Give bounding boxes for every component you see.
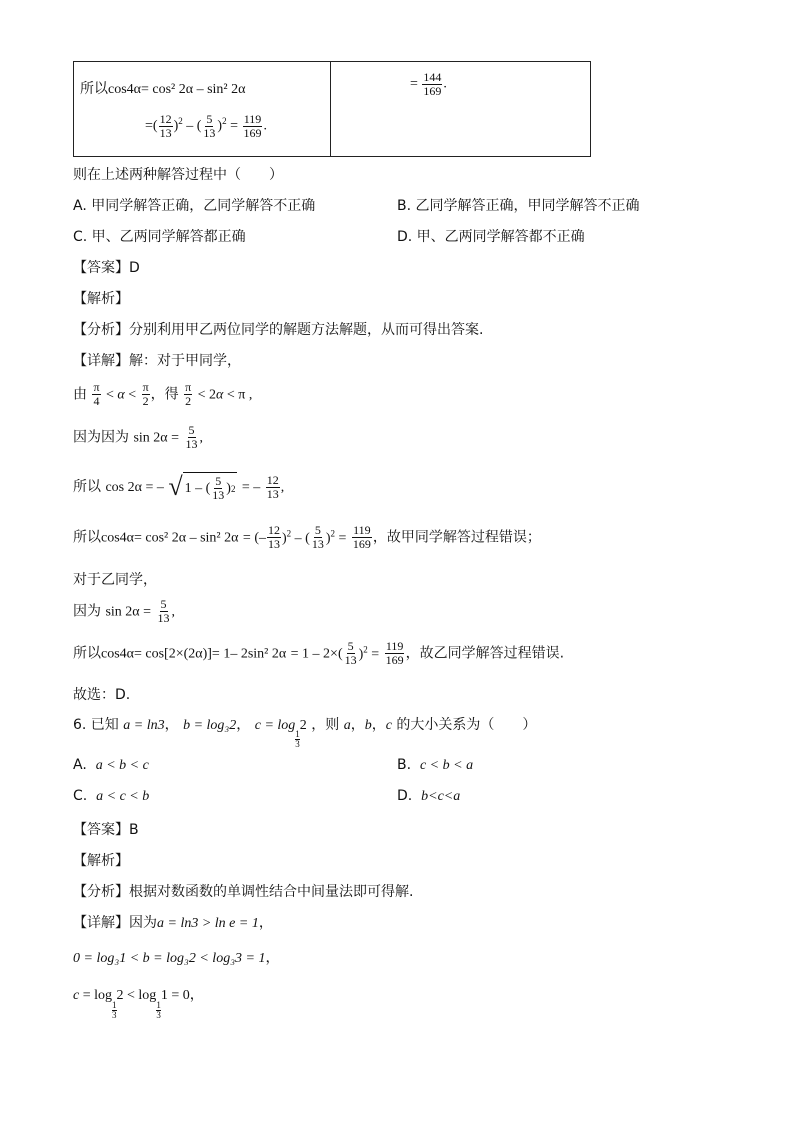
q6-line2-row: 0 = log₃1 < b = log₃2 < log₃3 = 1，	[73, 950, 280, 966]
numerator: 12	[266, 472, 279, 487]
q5-stem: 则在上述两种解答过程中（ ）	[73, 167, 283, 183]
denominator: 13	[267, 537, 280, 551]
fraction	[243, 113, 263, 140]
q5-cos4a-line-yi: 所以cos4α= cos[2×(2α)]= 1– 2sin² 2α = 1 – 2×( $\frac{5}{13}$ )$^2$ = $\frac{119}{169}$ ，故乙同学解答过程错误.	[73, 639, 565, 667]
numerator: 1	[156, 1000, 161, 1010]
answer-tag: 【答案】	[73, 260, 129, 276]
q6-line2: 0 = log₃1 < b = log₃2 < log₃3 = 1	[73, 951, 266, 966]
c-definition: c = log	[254, 718, 296, 733]
sin-2a: sin 2α	[105, 604, 140, 620]
q5-cos2a-line: 所以 cos 2α = – √ 1 – ( $\frac{5}{13}$ ) 2 = – $\frac{12}{13}$ ,	[73, 472, 285, 502]
fraction	[385, 640, 405, 667]
solution-comparison-table	[73, 61, 591, 157]
q5-option-b: B. 乙同学解答正确，甲同学解答不正确	[397, 198, 640, 214]
q6-analysis-tag: 【解析】	[73, 853, 129, 869]
detail-intro: 因为	[129, 915, 157, 931]
denominator: 13	[212, 488, 225, 502]
fraction	[352, 524, 372, 551]
q6-option-d: D. b<c<a	[397, 788, 461, 804]
denominator: 169	[423, 84, 442, 98]
q6-end: 的大小关系为（ ）	[396, 717, 537, 733]
text-you: 由	[73, 386, 87, 403]
log-base-one-third	[112, 1001, 117, 1020]
cos4a-expr: cos4α= cos² 2α – sin² 2α	[101, 530, 239, 546]
denominator: 169	[385, 653, 404, 667]
fenxi-text: 分别利用甲乙两位同学的解题方法解题，从而可得出答案.	[129, 322, 484, 338]
detail-tag: 【详解】	[73, 353, 129, 369]
denominator: 13	[266, 486, 279, 501]
q5-fenxi	[73, 319, 483, 339]
fraction	[211, 475, 225, 502]
fraction	[422, 71, 442, 98]
numerator: 5	[314, 523, 321, 537]
fraction	[142, 381, 150, 408]
denominator: 169	[243, 126, 262, 140]
numerator: 119	[353, 523, 371, 537]
numerator: 5	[188, 423, 195, 437]
conclusion-yi: ，故乙同学解答过程错误.	[405, 645, 565, 662]
fraction	[92, 381, 100, 408]
table-left-prefix: 所以	[80, 81, 108, 97]
q6-suffix: ，则	[311, 717, 340, 733]
q5-option-a: A. 甲同学解答正确，乙同学解答不正确	[73, 198, 316, 214]
detail-tag: 【详解】	[73, 915, 129, 931]
numerator: 5	[215, 474, 222, 488]
fraction	[185, 424, 199, 451]
fenxi-tag: 【分析】	[73, 322, 129, 338]
q5-detail	[73, 350, 241, 370]
q5-option-d: D. 甲、乙两同学解答都不正确	[397, 229, 585, 245]
text-de: ，得	[150, 386, 179, 403]
option-c-value: a < c < b	[96, 789, 150, 804]
numerator: 5	[206, 112, 213, 126]
denominator: 3	[112, 1010, 117, 1020]
denominator: 13	[185, 437, 198, 451]
numerator: π	[93, 380, 100, 394]
equals-sign: =	[145, 118, 153, 134]
denominator: 13	[203, 126, 216, 140]
text-suoyi: 所以	[73, 529, 101, 546]
q5-cos4a-line-jia: 所以cos4α= cos² 2α – sin² 2α = (– $\frac{12}{13}$ )$^2$ – ( $\frac{5}{13}$ )$^2$ = $\frac{119}{169}$ ，故甲同学解答过程错误；	[73, 523, 541, 551]
sin-2a: sin 2α	[133, 430, 168, 446]
numerator: 12	[159, 112, 172, 126]
q6-option-c: C. a < c < b	[73, 788, 150, 804]
a-definition: a = ln3	[123, 718, 165, 733]
text-suoyi: 所以	[73, 645, 101, 662]
q5-option-c: C. 甲、乙两同学解答都正确	[73, 229, 246, 245]
table-divider	[330, 62, 331, 156]
numerator: π	[185, 380, 192, 394]
denominator: 13	[157, 611, 170, 625]
q5-sin-line-yi: 因为 sin 2α = $\frac{5}{13}$ ,	[73, 597, 175, 625]
numerator: 5	[347, 639, 354, 653]
fenxi-text: 根据对数函数的单调性结合中间量法即可得解.	[129, 884, 414, 900]
q6-fenxi	[73, 881, 413, 901]
numerator: 12	[267, 523, 280, 537]
numerator: π	[142, 380, 149, 394]
q5-choose: 故选：D.	[73, 687, 131, 703]
q5-sin-line: 因为因为 sin 2α = $\frac{5}{13}$ ,	[73, 423, 203, 451]
text-suoyi: 所以	[73, 479, 101, 495]
fraction	[202, 113, 216, 140]
option-d-value: b<c<a	[421, 789, 461, 804]
b-definition: b = log₃2	[183, 718, 237, 733]
denominator: 2	[142, 394, 149, 408]
q6-answer	[73, 819, 139, 839]
table-right-result: = $\frac{144}{169}$ .	[410, 70, 447, 98]
q6-option-b: B. c < b < a	[397, 757, 474, 773]
answer-value: B	[129, 822, 139, 838]
denominator: 13	[311, 537, 324, 551]
text-yinwei: 因为因为	[73, 429, 129, 446]
conclusion-jia: ，故甲同学解答过程错误；	[372, 529, 541, 546]
denominator: 13	[344, 653, 357, 667]
detail-intro: 解：对于甲同学，	[129, 353, 241, 369]
table-left-row1	[80, 78, 245, 98]
q6-line3-row: c = log $\frac{1}{3}$ 2 < log $\frac{1}{3}$ 1 = 0，	[73, 987, 204, 1020]
fenxi-tag: 【分析】	[73, 884, 129, 900]
table-left-row2: =( $\frac{12}{13}$ )$^2$ – ( $\frac{5}{13}$ )$^2$ = $\frac{119}{169}$ .	[145, 112, 267, 140]
q6-detail: 【详解】因为a = ln3 > ln e = 1，	[73, 915, 273, 931]
q6-line1: a = ln3 > ln e = 1	[157, 916, 259, 931]
denominator: 3	[295, 739, 300, 749]
q6-option-a: A. a < b < c	[73, 757, 149, 773]
denominator: 2	[185, 394, 192, 408]
numerator: 1	[295, 729, 300, 739]
cos4a-expr2: cos4α= cos[2×(2α)]= 1– 2sin² 2α	[101, 646, 287, 662]
numerator: 1	[112, 1000, 117, 1010]
answer-tag: 【答案】	[73, 822, 129, 838]
text-yinwei: 因为	[73, 603, 101, 620]
sqrt-expression: √ 1 – ( $\frac{5}{13}$ ) 2	[168, 472, 236, 502]
fraction	[311, 524, 325, 551]
answer-value: D	[129, 260, 140, 276]
equals-sign: =	[410, 76, 418, 92]
q5-analysis-tag: 【解析】	[73, 291, 129, 307]
denominator: 169	[352, 537, 371, 551]
log-base-one-third	[156, 1001, 161, 1020]
q5-answer	[73, 257, 140, 277]
table-left-expr: cos4α= cos² 2α – sin² 2α	[108, 82, 246, 97]
fraction	[344, 640, 358, 667]
option-a-value: a < b < c	[95, 758, 149, 773]
denominator: 4	[93, 394, 100, 408]
denominator: 3	[156, 1010, 161, 1020]
q5-for-yi: 对于乙同学，	[73, 572, 157, 588]
cos-2a: cos 2α	[105, 480, 142, 495]
q6-prefix: 6. 已知	[73, 717, 119, 733]
fraction	[266, 474, 280, 501]
fraction	[184, 381, 192, 408]
numerator: 5	[160, 597, 167, 611]
numerator: 119	[385, 639, 404, 653]
denominator: 13	[159, 126, 172, 140]
fraction	[267, 524, 281, 551]
option-b-value: c < b < a	[419, 758, 474, 773]
numerator: 119	[243, 112, 262, 126]
fraction	[159, 113, 173, 140]
q6-stem: 6. 已知 a = ln3， b = log₃2， c = log $\frac{1}{3}$ 2 ，则 a，b，c 的大小关系为（ ）	[73, 717, 537, 749]
q5-range-line: 由 $\frac{\pi}{4}$ < α < $\frac{\pi}{2}$ ，得 $\frac{\pi}{2}$ < 2α < π ,	[73, 380, 253, 408]
fraction	[157, 598, 171, 625]
numerator: 144	[423, 70, 442, 84]
